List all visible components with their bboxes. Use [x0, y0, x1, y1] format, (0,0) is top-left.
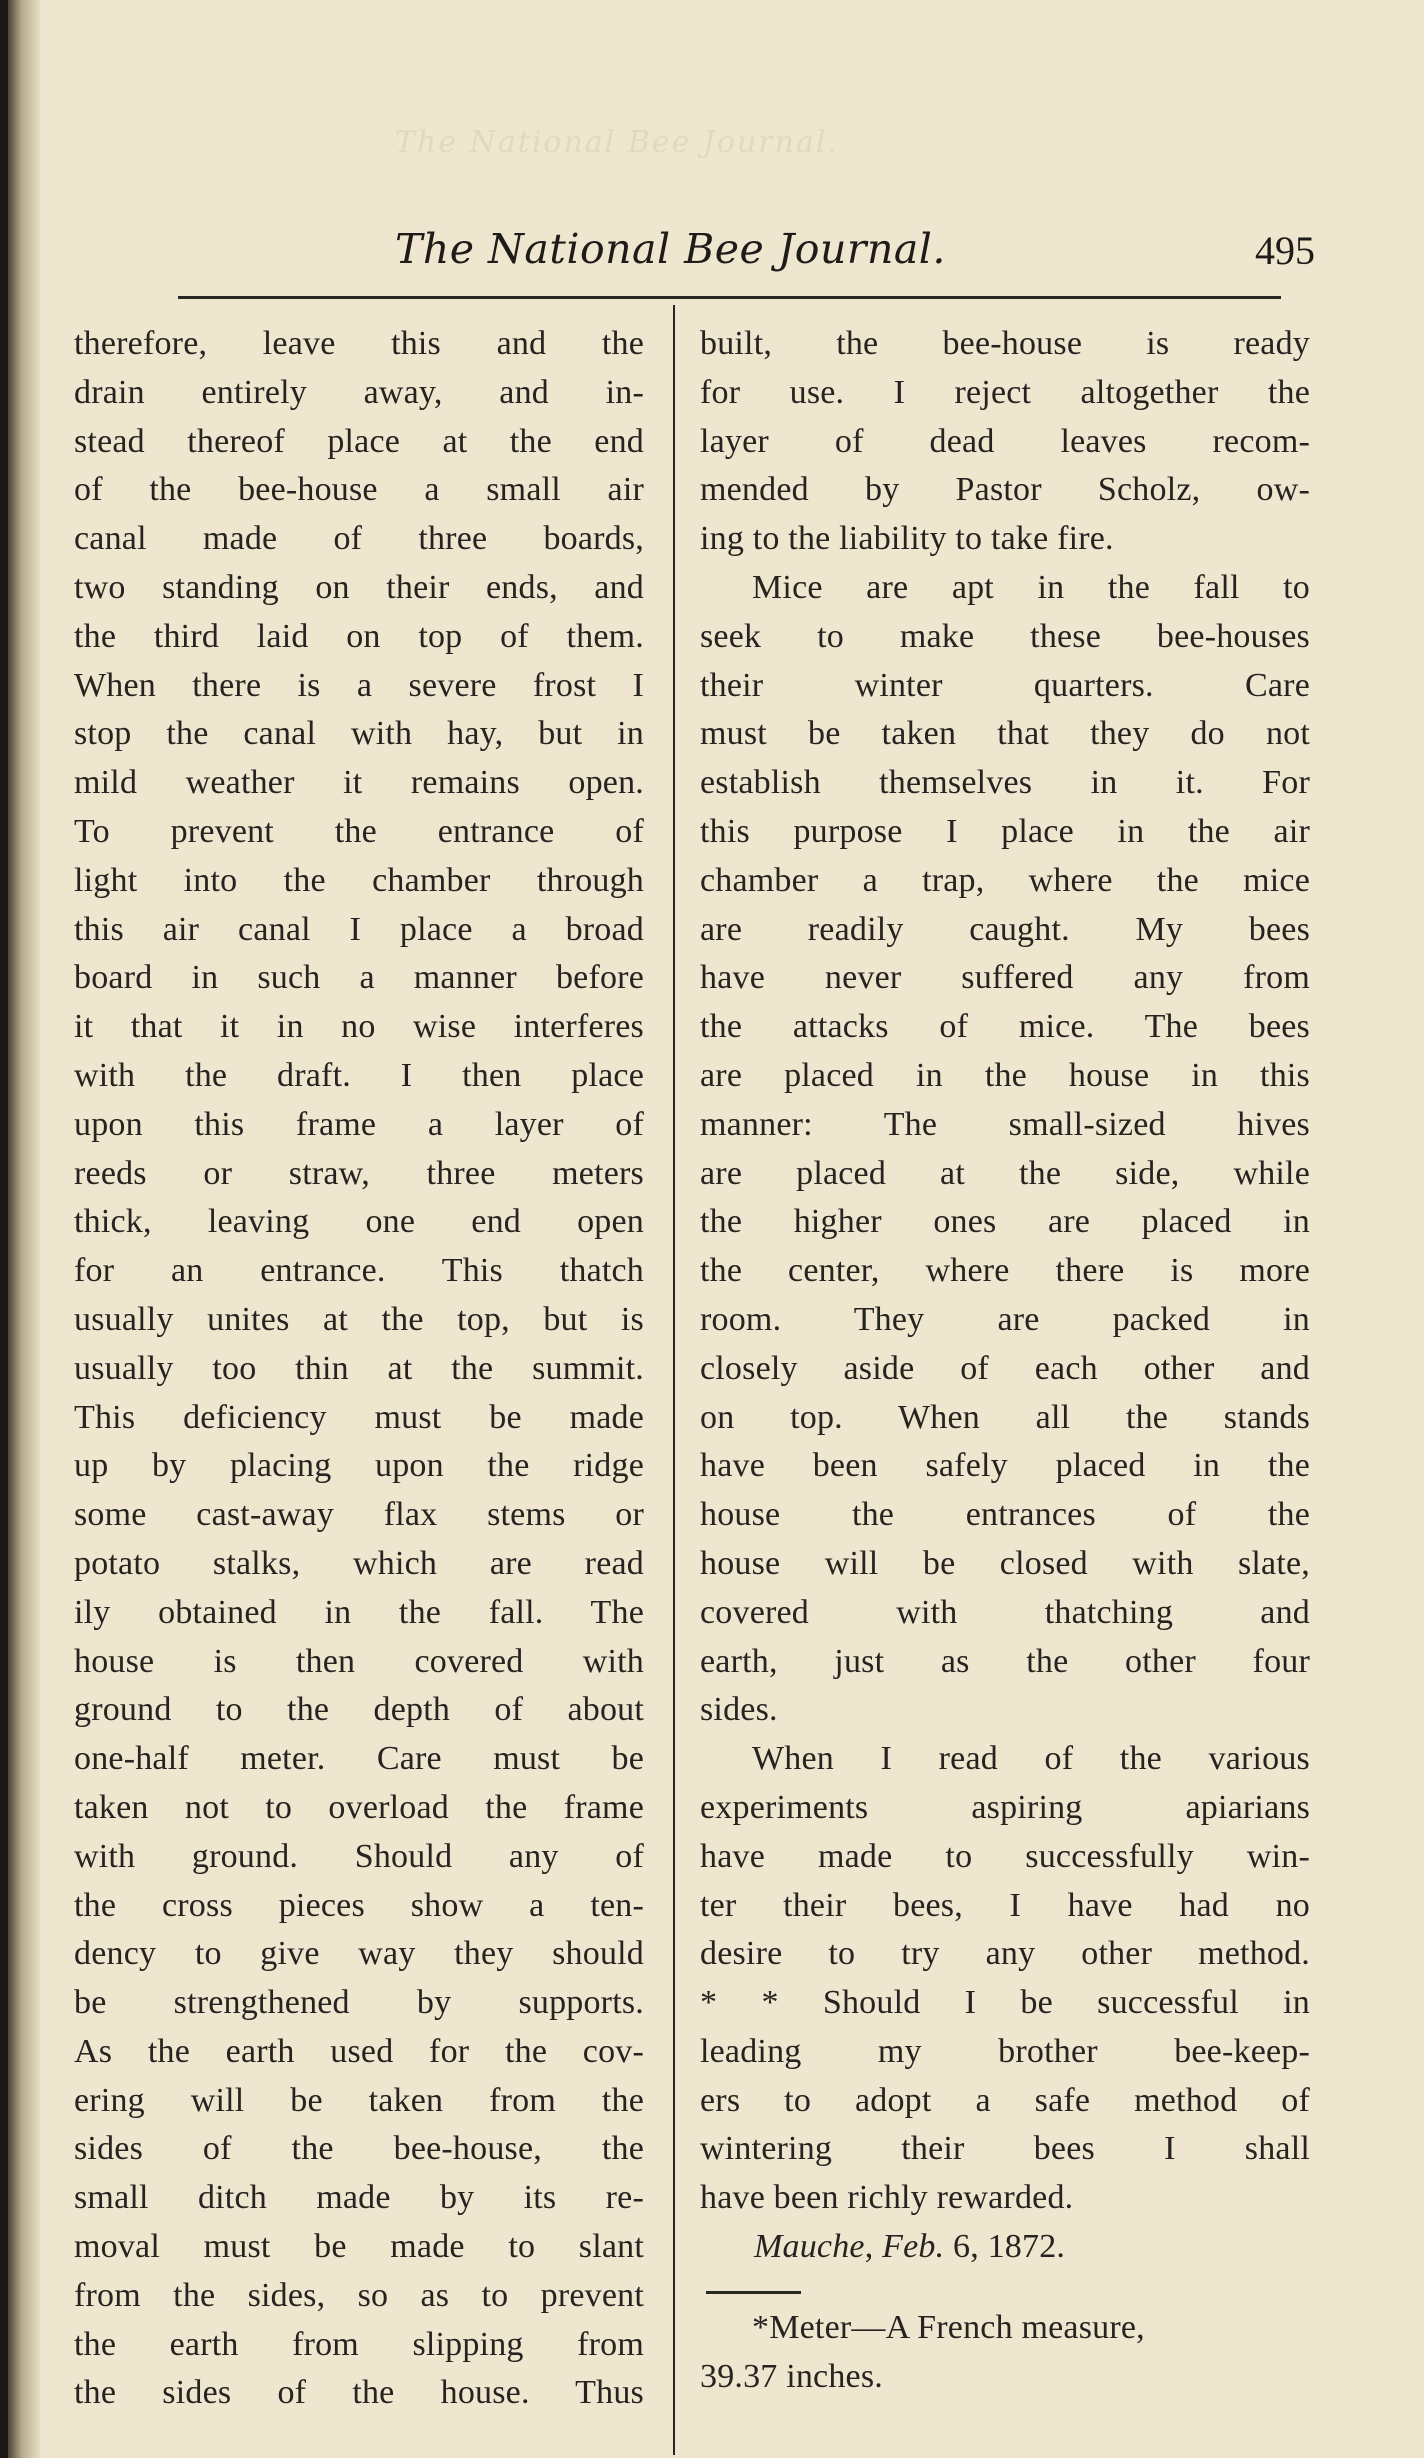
text-line: ing to the liability to take fire.: [700, 520, 1114, 558]
text-line: mended by Pastor Scholz, ow-: [700, 471, 1310, 509]
text-line: the earth from slipping from: [74, 2325, 644, 2363]
text-line: Mice are apt in the fall to: [752, 568, 1310, 606]
text-line: drain entirely away, and in-: [74, 373, 644, 411]
text-line: some cast-away flax stems or: [74, 1496, 644, 1534]
text-line: usually unites at the top, but is: [74, 1300, 644, 1338]
text-line: house will be closed with slate,: [700, 1544, 1310, 1582]
dateline-month: Feb.: [882, 2228, 945, 2266]
text-line: seek to make these bee-houses: [700, 617, 1310, 655]
text-line: As the earth used for the cov-: [74, 2032, 644, 2070]
text-line: house is then covered with: [74, 1642, 644, 1680]
text-line: stead thereof place at the end: [74, 422, 644, 460]
bleed-through-text: The National Bee Journal.: [395, 125, 839, 160]
right-column: [700, 320, 1310, 2401]
text-line: moval must be made to slant: [74, 2228, 644, 2266]
text-line: stop the canal with hay, but in: [74, 715, 644, 753]
text-line: leading my brother bee-keep-: [700, 2032, 1310, 2070]
text-line: from the sides, so as to prevent: [74, 2276, 644, 2314]
text-line: layer of dead leaves recom-: [700, 422, 1310, 460]
text-line: are placed in the house in this: [700, 1056, 1310, 1094]
text-line: manner: The small-sized hives: [700, 1105, 1310, 1143]
text-line: board in such a manner before: [74, 959, 644, 997]
text-line: chamber a trap, where the mice: [700, 861, 1310, 899]
text-line: for use. I reject altogether the: [700, 373, 1310, 411]
text-line: the higher ones are placed in: [700, 1203, 1310, 1241]
text-line: canal made of three boards,: [74, 520, 644, 558]
text-line: the attacks of mice. The bees: [700, 1008, 1310, 1046]
text-line: ers to adopt a safe method of: [700, 2081, 1310, 2119]
text-line: ily obtained in the fall. The: [74, 1593, 644, 1631]
text-line: for an entrance. This thatch: [74, 1252, 644, 1290]
text-line: their winter quarters. Care: [700, 666, 1310, 704]
dateline-date: 6, 1872.: [953, 2228, 1066, 2266]
text-line: closely aside of each other and: [700, 1349, 1310, 1387]
text-line: the cross pieces show a ten-: [74, 1886, 644, 1924]
text-line: sides.: [700, 1691, 778, 1729]
text-line: on top. When all the stands: [700, 1398, 1310, 1436]
text-line: upon this frame a layer of: [74, 1105, 644, 1143]
text-line: this purpose I place in the air: [700, 812, 1310, 850]
page-number: 495: [1255, 228, 1315, 273]
text-line: the third laid on top of them.: [74, 617, 644, 655]
page-header: [395, 225, 1315, 285]
text-line: have never suffered any from: [700, 959, 1310, 997]
text-line: When there is a severe frost I: [74, 666, 644, 704]
text-line: are readily caught. My bees: [700, 910, 1310, 948]
footnote-rule: [706, 2291, 801, 2294]
text-line: with ground. Should any of: [74, 1837, 644, 1875]
text-line: covered with thatching and: [700, 1593, 1310, 1631]
text-line: This deficiency must be made: [74, 1398, 644, 1436]
text-line: the center, where there is more: [700, 1252, 1310, 1290]
text-line: small ditch made by its re-: [74, 2179, 644, 2217]
text-line: up by placing upon the ridge: [74, 1447, 644, 1485]
binding-edge: [0, 0, 8, 2458]
text-line: potato stalks, which are read: [74, 1544, 644, 1582]
running-title: The National Bee Journal.: [395, 225, 946, 273]
left-column: [74, 320, 644, 2418]
text-line: the sides of the house. Thus: [74, 2374, 644, 2412]
footnote-line: *Meter—A French measure,: [752, 2308, 1145, 2346]
footnote-line: 39.37 inches.: [700, 2357, 883, 2395]
text-line: experiments aspiring apiarians: [700, 1788, 1310, 1826]
text-line: of the bee-house a small air: [74, 471, 644, 509]
text-line: one-half meter. Care must be: [74, 1740, 644, 1778]
dateline: Mauche, Feb. 6, 1872.: [754, 2228, 1066, 2266]
text-line: sides of the bee-house, the: [74, 2130, 644, 2168]
text-line: have been safely placed in the: [700, 1447, 1310, 1485]
text-line: this air canal I place a broad: [74, 910, 644, 948]
text-line: usually too thin at the summit.: [74, 1349, 644, 1387]
text-line: two standing on their ends, and: [74, 568, 644, 606]
text-line: light into the chamber through: [74, 861, 644, 899]
text-line: ering will be taken from the: [74, 2081, 644, 2119]
text-line: ground to the depth of about: [74, 1691, 644, 1729]
text-line: be strengthened by supports.: [74, 1984, 644, 2022]
text-line: therefore, leave this and the: [74, 325, 644, 362]
text-line: have made to successfully win-: [700, 1837, 1310, 1875]
column-divider: [673, 305, 675, 2455]
text-line: are placed at the side, while: [700, 1154, 1310, 1192]
text-line: wintering their bees I shall: [700, 2130, 1310, 2168]
text-line: thick, leaving one end open: [74, 1203, 644, 1241]
text-line: reeds or straw, three meters: [74, 1154, 644, 1192]
text-line: When I read of the various: [752, 1740, 1310, 1778]
text-line: taken not to overload the frame: [74, 1788, 644, 1826]
text-line: house the entrances of the: [700, 1496, 1310, 1534]
dateline-place: Mauche: [754, 2228, 865, 2266]
text-line: must be taken that they do not: [700, 715, 1310, 753]
text-line: have been richly rewarded.: [700, 2179, 1074, 2217]
text-line: with the draft. I then place: [74, 1056, 644, 1094]
header-rule: [178, 296, 1281, 299]
text-line: built, the bee-house is ready: [700, 325, 1310, 362]
text-line: it that it in no wise interferes: [74, 1008, 644, 1046]
text-line: earth, just as the other four: [700, 1642, 1310, 1680]
text-line: ter their bees, I have had no: [700, 1886, 1310, 1924]
text-line: To prevent the entrance of: [74, 812, 644, 850]
text-line: desire to try any other method.: [700, 1935, 1310, 1973]
text-line: mild weather it remains open.: [74, 764, 644, 802]
text-line: dency to give way they should: [74, 1935, 644, 1973]
text-line: room. They are packed in: [700, 1300, 1310, 1338]
text-line: * * Should I be successful in: [700, 1984, 1310, 2022]
text-line: establish themselves in it. For: [700, 764, 1310, 802]
